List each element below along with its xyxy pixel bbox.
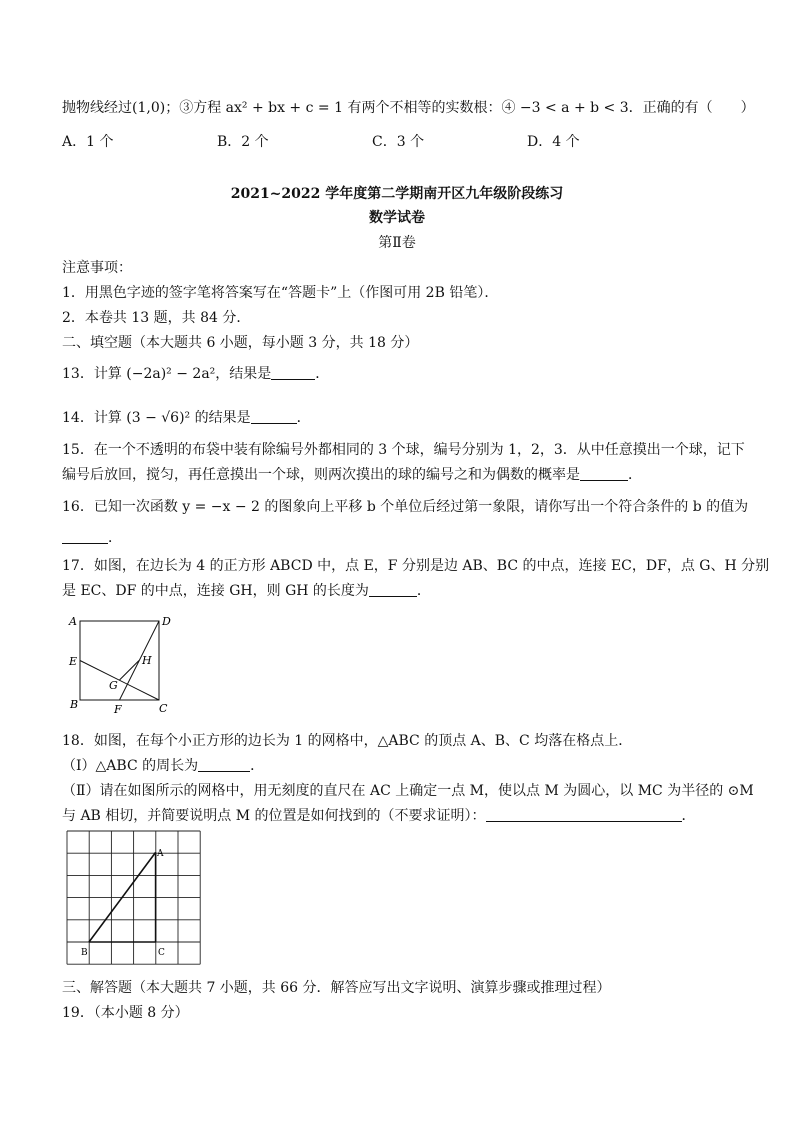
section-2-heading: 二、填空题（本大题共 6 小题，每小题 3 分，共 18 分） bbox=[62, 335, 419, 351]
section-3-heading: 三、解答题（本大题共 7 小题，共 66 分．解答应写出文字说明、演算步骤或推理过程） bbox=[62, 980, 611, 996]
grid-label-b: B bbox=[81, 948, 88, 958]
grid-lines bbox=[67, 831, 200, 964]
question-18-part-2 bbox=[62, 806, 696, 826]
label-d: D bbox=[162, 615, 171, 628]
question-14 bbox=[62, 408, 311, 428]
q16-line-1: 16．已知一次函数 y = −x − 2 的图象向上平移 b 个单位后经过第一象限，请你写出一个符合条件的 b 的值为 bbox=[62, 499, 749, 515]
option-d: D．4 个 bbox=[527, 134, 580, 150]
question-15-line-2 bbox=[62, 465, 642, 485]
exam-volume: 第Ⅱ卷 bbox=[378, 235, 416, 251]
q14-end: ． bbox=[296, 410, 311, 426]
note-item-2: 2．本卷共 13 题，共 84 分． bbox=[62, 310, 251, 326]
question-17-line-2 bbox=[62, 581, 431, 601]
label-c: C bbox=[159, 702, 168, 715]
q18-part-2-text: 与 AB 相切，并简要说明点 M 的位置是如何找到的（不要求证明）： bbox=[62, 808, 486, 824]
q16-end: ． bbox=[108, 530, 122, 546]
segment-gh bbox=[120, 661, 140, 681]
q15-end: ． bbox=[628, 467, 642, 483]
question-19-heading: 19．（本小题 8 分） bbox=[62, 1005, 189, 1021]
q17-end: ． bbox=[416, 583, 431, 599]
q17-line-1: 17．如图，在边长为 4 的正方形 ABCD 中，点 E，F 分别是边 AB、BC 的中点，连接 EC，DF，点 G、H 分别 bbox=[62, 558, 770, 574]
question-13 bbox=[62, 364, 329, 384]
exam-title: 2021~2022 学年度第二学期南开区九年级阶段练习 bbox=[230, 186, 564, 202]
q18-part-1-end: ． bbox=[250, 758, 265, 774]
label-h: H bbox=[142, 654, 152, 667]
option-a: A．1 个 bbox=[62, 134, 114, 150]
q17-line-2-text: 是 EC、DF 的中点，连接 GH，则 GH 的长度为 bbox=[62, 583, 369, 599]
q18-grid-figure bbox=[66, 830, 216, 968]
q14-text: 14．计算 (3 − √6)² 的结果是 bbox=[62, 410, 251, 426]
option-b: B．2 个 bbox=[217, 134, 269, 150]
q14-answer-blank[interactable] bbox=[251, 409, 297, 424]
q15-line-2-text: 编号后放回，搅匀，再任意摸出一个球，则两次摸出的球的编号之和为偶数的概率是 bbox=[62, 467, 580, 483]
q13-text: 13．计算 (−2a)² − 2a²，结果是 bbox=[62, 366, 272, 382]
q12-options bbox=[62, 132, 682, 152]
q15-answer-blank[interactable] bbox=[580, 466, 628, 481]
label-g: G bbox=[109, 679, 118, 692]
grid-label-a: A bbox=[157, 849, 164, 859]
q17-answer-blank[interactable] bbox=[369, 582, 417, 597]
q18-part-1-answer-blank[interactable] bbox=[198, 757, 250, 772]
q13-answer-blank[interactable] bbox=[271, 365, 315, 380]
question-16-line-2 bbox=[62, 528, 122, 548]
q15-line-1: 15．在一个不透明的布袋中装有除编号外都相同的 3 个球，编号分别为 1，2，3．从中任意摸出一个球，记下 bbox=[62, 442, 745, 458]
label-e: E bbox=[69, 655, 78, 668]
q17-square-figure bbox=[62, 612, 182, 718]
note-item-1: 1．用黑色字迹的签字笔将答案写在“答题卡”上（作图可用 2B 铅笔）． bbox=[62, 285, 499, 301]
q18-part-2-end: ． bbox=[681, 808, 696, 824]
q18-line-1: 18．如图，在每个小正方形的边长为 1 的网格中，△ABC 的顶点 A、B、C 均落在格点上． bbox=[62, 733, 633, 749]
exam-subtitle: 数学试卷 bbox=[369, 210, 425, 226]
label-a: A bbox=[69, 615, 77, 628]
label-b: B bbox=[70, 698, 79, 711]
option-c: C．3 个 bbox=[372, 134, 425, 150]
q16-answer-blank[interactable] bbox=[62, 529, 108, 544]
question-18-part-1 bbox=[62, 756, 264, 776]
q12-statement-tail: 抛物线经过(1,0)；③方程 ax² + bx + c = 1 有两个不相等的实数根：④ −3 < a + b < 3．正确的有（ ） bbox=[62, 100, 755, 116]
q18-part-2-answer-blank[interactable] bbox=[486, 807, 682, 822]
segment-df bbox=[120, 621, 160, 700]
q18-part-1-text: （Ⅰ）△ABC 的周长为 bbox=[62, 758, 199, 774]
q13-end: ． bbox=[315, 366, 330, 382]
notes-heading: 注意事项： bbox=[62, 260, 132, 276]
grid-label-c: C bbox=[158, 948, 165, 958]
q18-line-3: （Ⅱ）请在如图所示的网格中，用无刻度的直尺在 AC 上确定一点 M，使以点 M 为圆心，以 MC 为半径的 ⊙M bbox=[62, 783, 754, 799]
label-f: F bbox=[114, 703, 122, 716]
